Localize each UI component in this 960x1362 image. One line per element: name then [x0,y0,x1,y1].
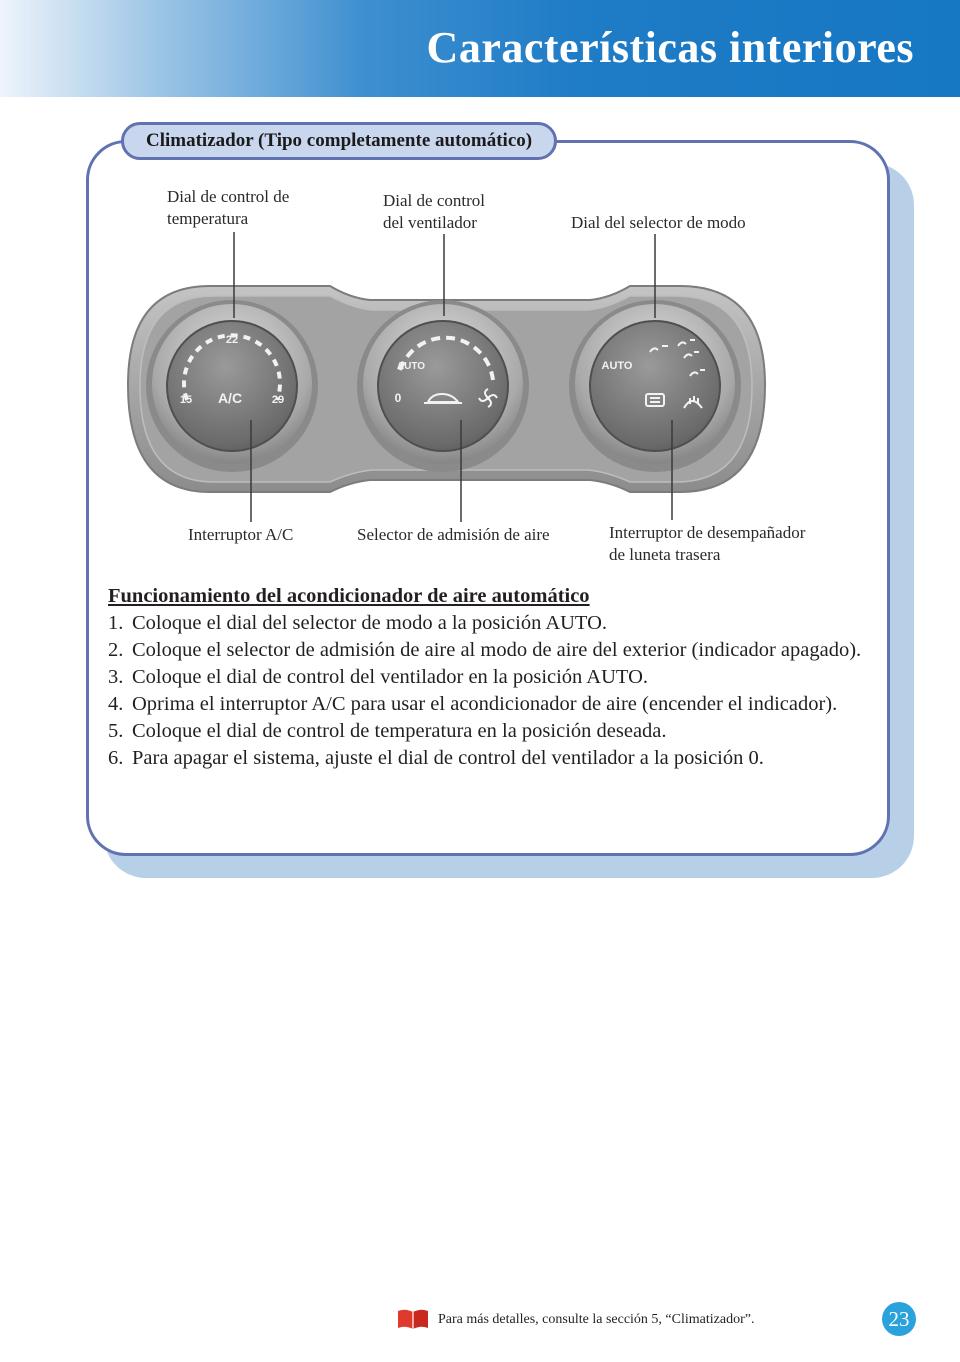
defogger-label-line2: de luneta trasera [609,545,721,564]
page-title: Características interiores [426,23,914,72]
book-icon [396,1308,430,1330]
temp-dial[interactable] [146,300,318,472]
mode-dial[interactable] [569,300,741,472]
temp-max-label: 29 [271,394,285,406]
fan-dial-label-line1: Dial de control [383,191,485,210]
mode-dial-label: Dial del selector de modo [571,213,746,232]
temp-dial-label-line2: temperatura [167,209,249,228]
mode-auto-label: AUTO [601,360,633,372]
instruction-step [108,718,878,745]
step-text: Coloque el dial de control de temperatura en la posición deseada. [132,720,667,742]
instruction-step [108,691,878,718]
defogger-label-line1: Interruptor de desempañador [609,523,806,542]
step-text: Coloque el selector de admisión de aire al modo de aire del exterior (indicador apagado). [132,639,862,661]
fan-auto-label: AUTO [396,361,426,372]
instruction-step [108,745,878,772]
temp-dial-label-line1: Dial de control de [167,187,290,206]
fan-dial-label-line2: del ventilador [383,213,477,232]
ac-switch-label: Interruptor A/C [188,525,294,544]
step-number: 1. [108,612,124,634]
footer-reference-note: Para más detalles, consulte la sección 5, “Climatizador”. [438,1312,755,1327]
step-number: 3. [108,666,124,688]
intake-selector-label: Selector de admisión de aire [357,525,550,544]
temp-mid-label: 22 [225,334,239,346]
step-text: Coloque el dial del selector de modo a la posición AUTO. [132,612,608,634]
instructions-title: Funcionamiento del acondicionador de aire automático [108,585,590,607]
section-tab-title: Climatizador (Tipo completamente automático) [121,122,557,160]
instruction-step [108,610,878,637]
step-text: Coloque el dial de control del ventilador en la posición AUTO. [132,666,648,688]
page-number-badge: 23 [882,1302,916,1336]
step-number: 2. [108,639,124,661]
fan-dial[interactable] [357,300,529,472]
instructions-block [108,583,878,772]
step-number: 6. [108,747,124,769]
ac-button-text: A/C [217,390,243,406]
climate-control-illustration [0,0,960,620]
temp-min-label: 15 [179,394,193,406]
step-number: 4. [108,693,124,715]
step-text: Para apagar el sistema, ajuste el dial de control del ventilador a la posición 0. [132,747,764,769]
step-number: 5. [108,720,124,742]
step-text: Oprima el interruptor A/C para usar el acondicionador de aire (encender el indicador). [132,693,838,715]
fan-off-label: 0 [394,391,402,405]
instruction-step [108,664,878,691]
instruction-step [108,637,878,664]
